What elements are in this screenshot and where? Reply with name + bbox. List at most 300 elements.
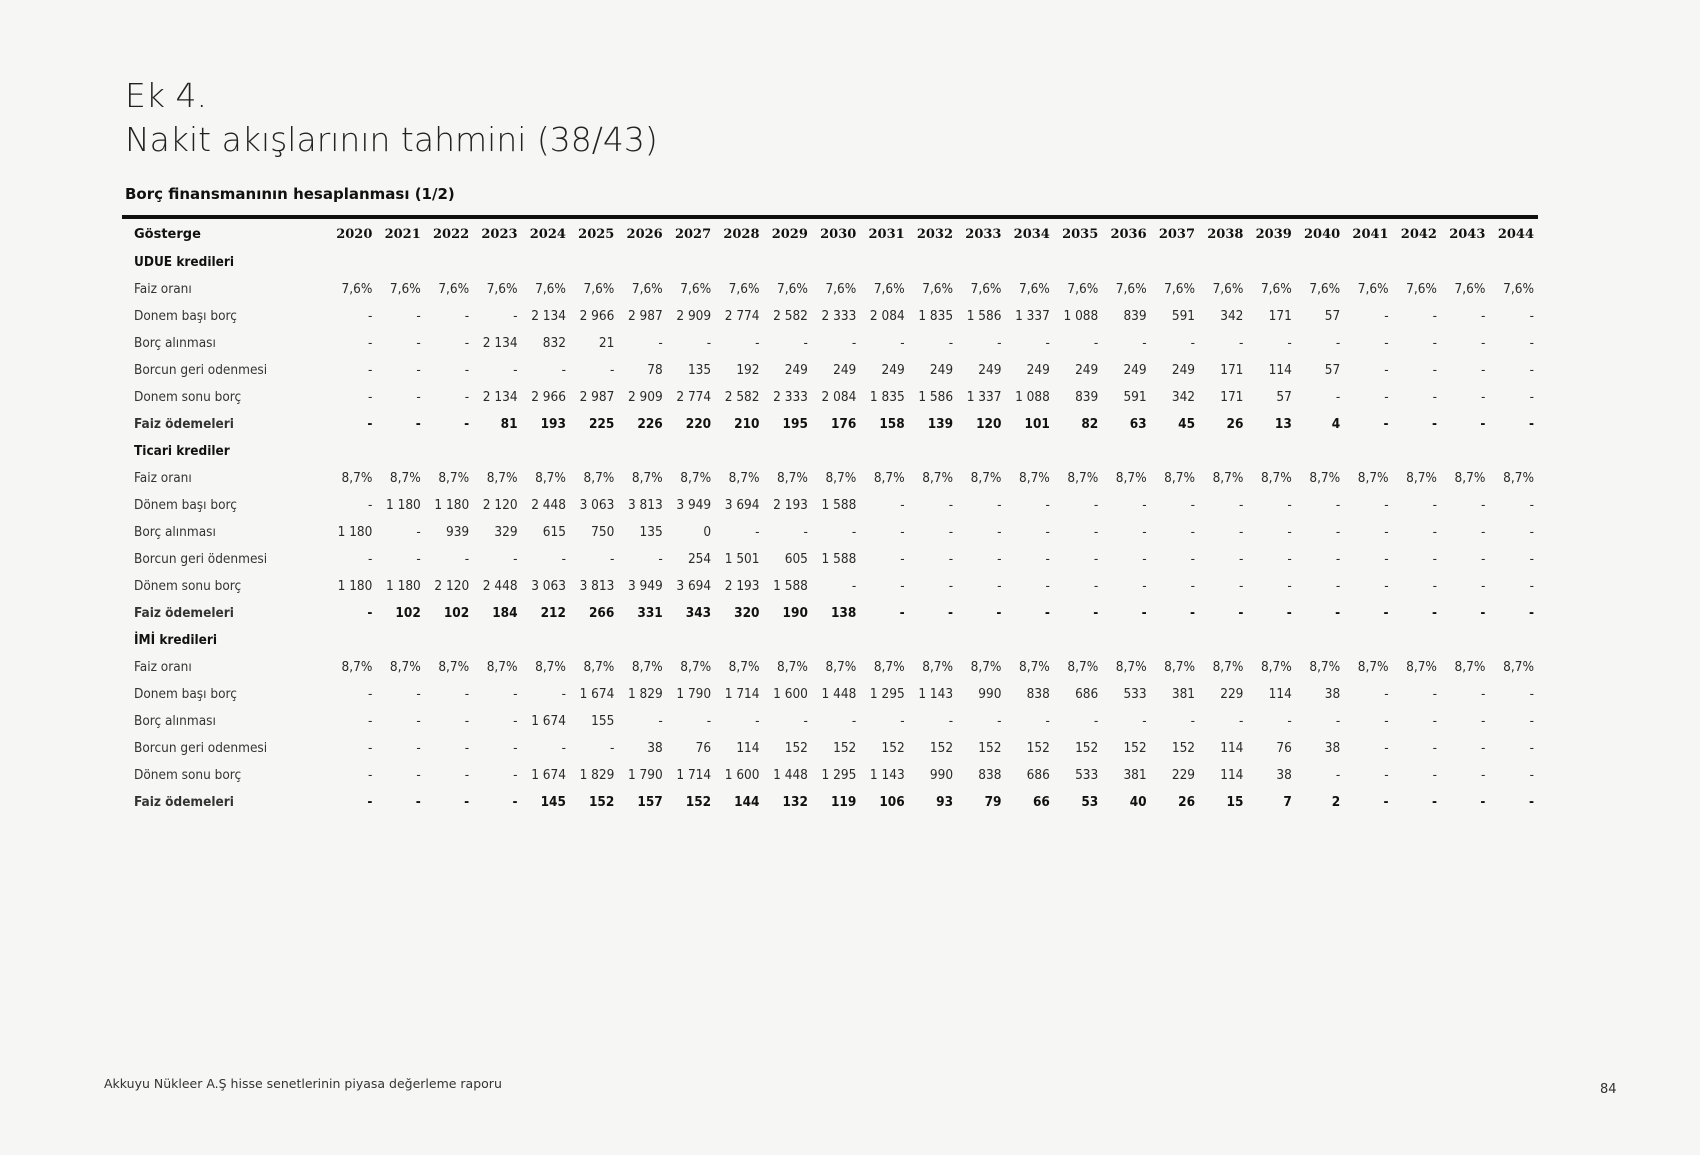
table-row — [122, 572, 1538, 599]
table-cell: - — [1141, 604, 1147, 621]
table-cell: 152 — [1123, 739, 1147, 756]
table-cell: 8,7% — [1260, 469, 1292, 486]
table-cell: 57 — [1324, 307, 1341, 324]
table-cell: - — [368, 739, 373, 756]
table-cell: 8,7% — [1406, 469, 1437, 486]
table-cell: 114 — [1220, 739, 1244, 756]
table-cell: 8,7% — [631, 658, 663, 675]
table-cell: 184 — [492, 604, 518, 621]
table-cell: - — [464, 361, 470, 378]
table-cell: 8,7% — [1067, 658, 1099, 675]
table-cell: 1 143 — [869, 766, 905, 783]
table-cell: - — [1384, 388, 1389, 405]
table-cell: 331 — [637, 604, 663, 621]
table-cell: 78 — [647, 361, 663, 378]
table-cell: 8,7% — [535, 469, 566, 486]
table-cell: 114 — [1268, 361, 1292, 378]
table-cell: - — [1480, 388, 1486, 405]
table-cell: 2 987 — [579, 388, 615, 405]
table-cell: 7,6% — [873, 280, 905, 297]
table-cell: 2 582 — [724, 388, 760, 405]
section-title: UDUE kredileri — [134, 253, 235, 270]
table-cell: 38 — [1276, 766, 1292, 783]
table-cell: 249 — [1171, 361, 1196, 378]
year-header: 2043 — [1449, 227, 1486, 242]
year-header: 2030 — [820, 227, 857, 242]
table-cell: - — [1383, 793, 1389, 810]
table-cell: - — [997, 523, 1002, 540]
table-cell: - — [513, 361, 518, 378]
table-top-rule — [122, 215, 1538, 219]
table-cell: 139 — [927, 415, 954, 432]
table-cell: 1 790 — [676, 685, 712, 702]
table-cell: - — [1480, 550, 1486, 567]
table-cell: - — [1335, 523, 1341, 540]
table-cell: 1 180 — [337, 523, 373, 540]
table-cell: 7,6% — [1309, 280, 1341, 297]
table-cell: 1 180 — [337, 577, 373, 594]
table-cell: 8,7% — [922, 658, 954, 675]
table-cell: - — [899, 604, 905, 621]
year-header: 2032 — [916, 227, 954, 242]
table-cell: - — [415, 793, 421, 810]
section-header-row — [122, 248, 1538, 275]
table-cell: 157 — [637, 793, 663, 810]
table-cell: 3 063 — [579, 496, 615, 513]
table-cell: 171 — [1220, 361, 1244, 378]
table-cell: - — [1190, 334, 1196, 351]
table-cell: 57 — [1324, 361, 1341, 378]
table-cell: 7,6% — [486, 280, 518, 297]
table-cell: 249 — [1026, 361, 1050, 378]
table-cell: - — [609, 550, 615, 567]
page-number: 84 — [1600, 1082, 1617, 1097]
table-cell: 1 714 — [676, 766, 712, 783]
table-cell: - — [1093, 496, 1099, 513]
table-cell: 838 — [978, 766, 1002, 783]
table-cell: - — [1529, 550, 1534, 567]
row-label: Dönem sonu borç — [134, 577, 242, 594]
table-cell: - — [1480, 712, 1486, 729]
table-cell: - — [416, 712, 421, 729]
table-cell: 249 — [1075, 361, 1099, 378]
table-cell: 3 813 — [579, 577, 615, 594]
year-header: 2037 — [1158, 227, 1196, 242]
table-cell: 152 — [1171, 739, 1196, 756]
table-cell: - — [1142, 712, 1147, 729]
table-cell: 266 — [588, 604, 615, 621]
table-cell: - — [1480, 361, 1486, 378]
table-cell: 990 — [978, 685, 1002, 702]
table-cell: 249 — [978, 361, 1002, 378]
table-cell: - — [1432, 361, 1437, 378]
row-label: Donem başı borç — [134, 307, 237, 324]
table-cell: 2 134 — [482, 388, 518, 405]
table-cell: - — [512, 793, 518, 810]
table-cell: 229 — [1171, 766, 1196, 783]
table-cell: 1 588 — [821, 496, 857, 513]
table-cell: 8,7% — [873, 469, 905, 486]
table-cell: - — [1432, 685, 1437, 702]
table-cell: - — [755, 712, 760, 729]
table-cell: - — [948, 334, 954, 351]
table-cell: - — [1045, 334, 1050, 351]
table-cell: 8,7% — [389, 658, 421, 675]
table-cell: - — [1335, 334, 1341, 351]
table-cell: 8,7% — [1357, 469, 1389, 486]
table-cell: - — [1190, 550, 1196, 567]
table-cell: 1 674 — [579, 685, 615, 702]
table-cell: 939 — [445, 523, 470, 540]
table-cell: 38 — [1324, 685, 1341, 702]
table-cell: 21 — [598, 334, 615, 351]
row-label: Faiz ödemeleri — [134, 415, 234, 432]
table-cell: 8,7% — [825, 658, 857, 675]
table-caption: Borç finansmanının hesaplanması (1/2) — [125, 185, 455, 203]
table-cell: 7,6% — [728, 280, 760, 297]
table-cell: 1 143 — [918, 685, 954, 702]
table-cell: - — [367, 604, 373, 621]
table-cell: 7,6% — [1164, 280, 1196, 297]
section-header-row — [122, 437, 1538, 464]
table-row — [122, 599, 1538, 626]
table-cell: 1 448 — [821, 685, 857, 702]
table-cell: - — [1432, 307, 1437, 324]
table-cell: 2 909 — [676, 307, 712, 324]
table-cell: - — [1480, 307, 1486, 324]
table-cell: 1 674 — [531, 766, 566, 783]
table-cell: - — [1142, 577, 1147, 594]
table-header-row — [122, 221, 1538, 248]
table-cell: - — [1287, 334, 1292, 351]
table-cell: 152 — [588, 793, 615, 810]
table-cell: 106 — [879, 793, 905, 810]
year-header: 2040 — [1304, 227, 1341, 242]
table-cell: - — [1239, 496, 1244, 513]
table-cell: - — [997, 334, 1002, 351]
table-cell: - — [1529, 712, 1534, 729]
table-cell: 193 — [540, 415, 566, 432]
table-cell: - — [1045, 523, 1050, 540]
table-cell: 2 448 — [531, 496, 566, 513]
table-cell: 8,7% — [777, 658, 808, 675]
table-cell: 7,6% — [1019, 280, 1050, 297]
table-cell: - — [1529, 685, 1534, 702]
table-cell: - — [415, 415, 421, 432]
table-cell: - — [851, 523, 857, 540]
row-label: Dönem sonu borç — [134, 766, 242, 783]
table-cell: - — [1045, 496, 1050, 513]
table-cell: 8,7% — [970, 469, 1002, 486]
table-cell: 2 909 — [627, 388, 663, 405]
table-cell: 615 — [542, 523, 566, 540]
table-cell: - — [1093, 523, 1099, 540]
table-cell: - — [1190, 523, 1196, 540]
table-cell: - — [561, 550, 566, 567]
table-cell: - — [513, 307, 518, 324]
table-cell: 8,7% — [680, 469, 712, 486]
table-cell: - — [464, 712, 470, 729]
table-cell: - — [658, 334, 663, 351]
table-cell: 2 448 — [482, 577, 518, 594]
table-cell: 249 — [833, 361, 857, 378]
table-cell: - — [368, 307, 373, 324]
table-cell: 8,7% — [777, 469, 808, 486]
table-cell: - — [1142, 496, 1147, 513]
table-cell: - — [1335, 766, 1341, 783]
appendix-label: Ek 4. — [125, 76, 207, 115]
table-cell: 102 — [395, 604, 421, 621]
table-cell: 2 193 — [773, 496, 808, 513]
table-cell: - — [1287, 496, 1292, 513]
table-cell: 533 — [1075, 766, 1099, 783]
table-cell: 7,6% — [535, 280, 566, 297]
table-cell: - — [1287, 523, 1292, 540]
table-cell: 686 — [1026, 766, 1050, 783]
table-cell: 750 — [591, 523, 615, 540]
table-cell: - — [416, 361, 421, 378]
table-cell: - — [416, 739, 421, 756]
table-cell: - — [900, 577, 905, 594]
table-cell: 1 835 — [869, 388, 905, 405]
table-cell: 8,7% — [1019, 469, 1050, 486]
table-cell: 1 337 — [966, 388, 1002, 405]
table-cell: 8,7% — [583, 469, 615, 486]
table-cell: 7,6% — [1115, 280, 1147, 297]
year-header: 2027 — [674, 227, 712, 242]
table-cell: 839 — [1075, 388, 1099, 405]
table-cell: - — [464, 307, 470, 324]
table-cell: 82 — [1081, 415, 1099, 432]
table-cell: - — [1287, 577, 1292, 594]
table-cell: - — [513, 739, 518, 756]
year-header: 2038 — [1207, 227, 1244, 242]
table-cell: 152 — [929, 739, 954, 756]
table-cell: - — [1529, 496, 1534, 513]
table-cell: - — [1190, 712, 1196, 729]
table-cell: - — [997, 550, 1002, 567]
table-cell: - — [1335, 604, 1341, 621]
table-cell: 40 — [1129, 793, 1147, 810]
table-cell: 132 — [782, 793, 808, 810]
table-cell: - — [1480, 415, 1486, 432]
table-cell: 1 586 — [918, 388, 954, 405]
table-cell: 1 180 — [386, 496, 421, 513]
table-row — [122, 788, 1538, 815]
table-row — [122, 518, 1538, 545]
table-cell: - — [1190, 577, 1196, 594]
table-cell: 2 987 — [627, 307, 663, 324]
table-cell: 1 588 — [821, 550, 857, 567]
table-row — [122, 275, 1538, 302]
table-cell: 8,7% — [1406, 658, 1437, 675]
table-cell: 254 — [687, 550, 712, 567]
table-cell: 8,7% — [1454, 658, 1486, 675]
table-cell: - — [1432, 577, 1437, 594]
year-header: 2024 — [529, 227, 566, 242]
table-cell: - — [1432, 739, 1437, 756]
table-cell: - — [416, 334, 421, 351]
table-cell: 63 — [1129, 415, 1147, 432]
table-cell: - — [1093, 550, 1099, 567]
table-cell: - — [1528, 415, 1534, 432]
table-cell: - — [464, 739, 470, 756]
table-cell: 342 — [1171, 388, 1196, 405]
table-row — [122, 356, 1538, 383]
table-cell: - — [658, 550, 663, 567]
table-cell: - — [1384, 685, 1389, 702]
table-cell: 8,7% — [728, 658, 760, 675]
table-cell: - — [1431, 793, 1437, 810]
table-cell: 320 — [734, 604, 760, 621]
year-header: 2022 — [432, 227, 470, 242]
table-cell: - — [851, 712, 857, 729]
table-cell: - — [706, 334, 712, 351]
table-cell: 533 — [1123, 685, 1147, 702]
table-cell: 7,6% — [631, 280, 663, 297]
table-cell: 7,6% — [777, 280, 808, 297]
table-cell: - — [1093, 577, 1099, 594]
table-cell: 8,7% — [680, 658, 712, 675]
table-cell: - — [900, 550, 905, 567]
table-cell: - — [1431, 604, 1437, 621]
table-cell: 190 — [782, 604, 808, 621]
year-header: 2036 — [1110, 227, 1147, 242]
row-label: Faiz ödemeleri — [134, 604, 234, 621]
table-cell: 342 — [1220, 307, 1244, 324]
table-row — [122, 410, 1538, 437]
table-cell: - — [900, 496, 905, 513]
table-cell: 171 — [1220, 388, 1244, 405]
table-cell: 8,7% — [535, 658, 566, 675]
table-cell: 2 084 — [869, 307, 905, 324]
table-row — [122, 545, 1538, 572]
table-cell: - — [1432, 712, 1437, 729]
year-header: 2033 — [965, 227, 1002, 242]
table-row — [122, 329, 1538, 356]
table-cell: 1 588 — [773, 577, 808, 594]
table-cell: - — [1480, 496, 1486, 513]
table-cell: 2 774 — [676, 388, 712, 405]
year-header: 2042 — [1400, 227, 1437, 242]
table-cell: 229 — [1220, 685, 1244, 702]
table-cell: 8,7% — [922, 469, 954, 486]
table-cell: - — [416, 685, 421, 702]
table-row — [122, 302, 1538, 329]
table-cell: 1 448 — [773, 766, 808, 783]
table-cell: 171 — [1268, 307, 1292, 324]
year-header: 2031 — [868, 227, 905, 242]
table-cell: - — [997, 577, 1002, 594]
table-cell: - — [368, 334, 373, 351]
table-cell: - — [1287, 550, 1292, 567]
table-cell: 686 — [1075, 685, 1099, 702]
table-cell: - — [1189, 604, 1196, 621]
table-cell: - — [1480, 604, 1486, 621]
table-cell: - — [464, 334, 470, 351]
table-cell: - — [1384, 739, 1389, 756]
table-cell: - — [997, 496, 1002, 513]
table-cell: 7,6% — [970, 280, 1002, 297]
table-cell: 176 — [830, 415, 857, 432]
table-cell: 152 — [1075, 739, 1099, 756]
table-cell: 2 966 — [579, 307, 615, 324]
year-header: 2039 — [1255, 227, 1292, 242]
table-cell: - — [1286, 604, 1292, 621]
table-cell: - — [368, 388, 373, 405]
table-cell: - — [368, 550, 373, 567]
table-cell: - — [658, 712, 663, 729]
section-title: Ticari krediler — [134, 442, 230, 459]
table-cell: - — [368, 712, 373, 729]
table-cell: 7,6% — [583, 280, 615, 297]
table-cell: 8,7% — [1503, 469, 1534, 486]
table-cell: 1 600 — [773, 685, 808, 702]
table-cell: 1 829 — [627, 685, 663, 702]
table-cell: 7,6% — [1357, 280, 1389, 297]
table-cell: 1 714 — [724, 685, 760, 702]
table-cell: 79 — [984, 793, 1002, 810]
table-cell: 135 — [639, 523, 663, 540]
table-cell: - — [1093, 334, 1099, 351]
table-cell: - — [997, 712, 1002, 729]
table-cell: - — [464, 415, 470, 432]
appendix-title: Nakit akışlarının tahmini (38/43) — [125, 120, 658, 159]
table-cell: - — [1335, 388, 1341, 405]
table-cell: 7,6% — [825, 280, 857, 297]
table-row — [122, 383, 1538, 410]
table-cell: - — [948, 577, 954, 594]
table-cell: 1 835 — [918, 307, 954, 324]
table-cell: 120 — [976, 415, 1002, 432]
table-cell: 4 — [1331, 415, 1341, 432]
table-cell: 8,7% — [1309, 658, 1341, 675]
table-cell: 101 — [1024, 415, 1050, 432]
table-cell: 1 674 — [531, 712, 566, 729]
table-cell: 38 — [1324, 739, 1341, 756]
table-cell: - — [900, 523, 905, 540]
table-cell: - — [1480, 523, 1486, 540]
table-row — [122, 707, 1538, 734]
table-cell: 7,6% — [1067, 280, 1099, 297]
table-row — [122, 734, 1538, 761]
table-cell: 7,6% — [389, 280, 421, 297]
table-cell: 1 790 — [627, 766, 663, 783]
row-label: Faiz oranı — [134, 280, 192, 297]
table-cell: - — [1480, 334, 1486, 351]
table-cell: 144 — [734, 793, 760, 810]
table-cell: - — [1480, 766, 1486, 783]
year-header: 2025 — [578, 227, 615, 242]
table-cell: - — [368, 361, 373, 378]
debt-financing-table — [122, 221, 1538, 815]
table-cell: - — [755, 523, 760, 540]
table-cell: - — [900, 334, 905, 351]
header-indicator-label: Gösterge — [134, 227, 201, 242]
table-cell: 66 — [1032, 793, 1050, 810]
table-cell: 212 — [540, 604, 566, 621]
table-cell: 381 — [1123, 766, 1147, 783]
table-cell: - — [1287, 712, 1292, 729]
table-cell: 226 — [637, 415, 663, 432]
table-cell: - — [1432, 496, 1437, 513]
table-cell: - — [1529, 388, 1534, 405]
table-cell: - — [561, 685, 566, 702]
year-header: 2034 — [1013, 227, 1050, 242]
table-cell: 152 — [978, 739, 1002, 756]
table-cell: 8,7% — [1212, 469, 1244, 486]
table-cell: - — [1384, 766, 1389, 783]
